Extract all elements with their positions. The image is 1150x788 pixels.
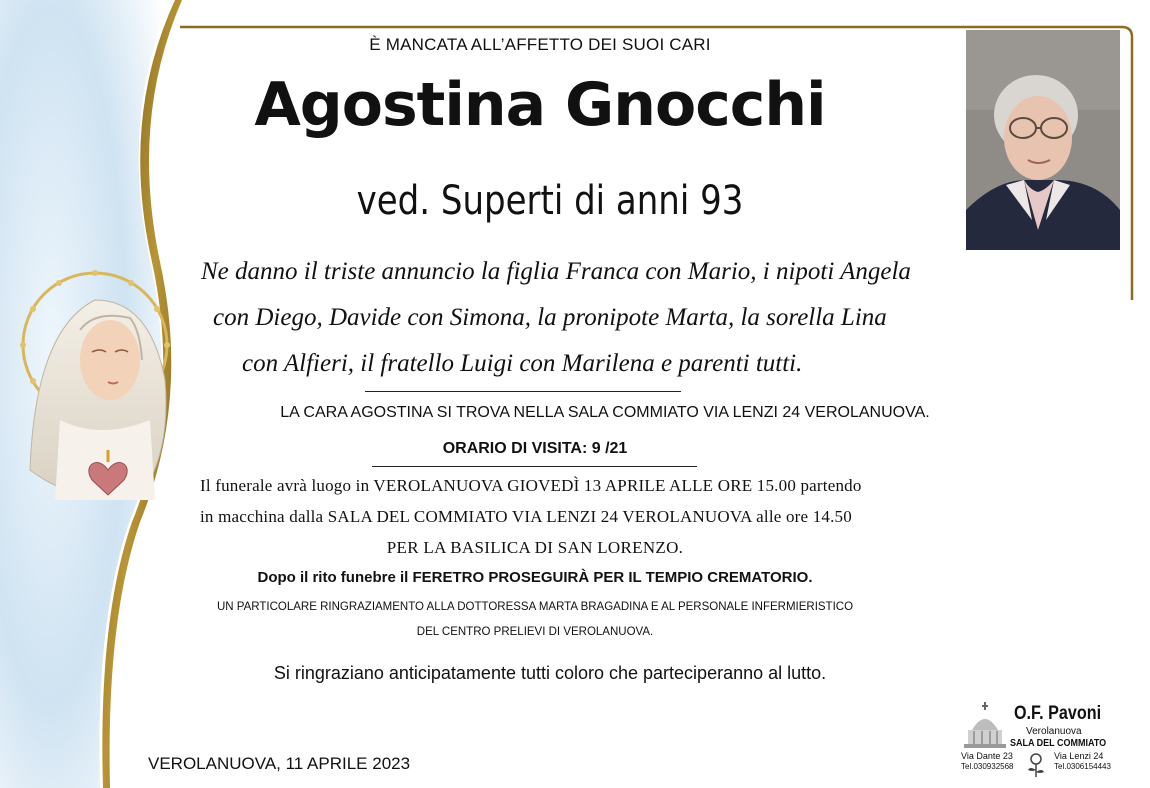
rose-icon [1024, 752, 1048, 778]
divider-rule [372, 466, 697, 467]
funeral-home-town: Verolanuova [1026, 726, 1082, 737]
portrait-photo [966, 30, 1120, 250]
special-thanks-line-2: DEL CENTRO PRELIEVI DI VEROLANUOVA. [416, 626, 654, 638]
funeral-home-phone-right: Tel.0306154443 [1054, 762, 1111, 771]
deceased-name: Agostina Gnocchi [254, 70, 826, 140]
funeral-home-address-right: Via Lenzi 24 [1054, 751, 1104, 761]
funeral-home-name: O.F. Pavoni [1014, 703, 1102, 724]
funeral-home-hall: SALA DEL COMMIATO [1010, 738, 1107, 749]
announcement-line-1: Ne danno il triste annuncio la figlia Franca con Mario, i nipoti Angela [201, 258, 911, 285]
cremation-text: Dopo il rito funebre il FERETRO PROSEGUIRÀ PER IL TEMPIO CREMATORIO. [257, 569, 813, 586]
funeral-line-1: Il funerale avrà luogo in VEROLANUOVA GIOVEDÌ 13 APRILE ALLE ORE 15.00 partendo [200, 476, 862, 495]
divider-rule [365, 391, 681, 392]
visiting-hours: ORARIO DI VISITA: 9 /21 [442, 440, 628, 457]
funeral-home-address-left: Via Dante 23 [961, 751, 1013, 761]
location-text: LA CARA AGOSTINA SI TROVA NELLA SALA COMMIATO VIA LENZI 24 VEROLANUOVA. [280, 404, 930, 421]
funeral-line-3: PER LA BASILICA DI SAN LORENZO. [386, 538, 684, 557]
date-line: VEROLANUOVA, 11 APRILE 2023 [148, 754, 411, 773]
subtitle-age: ved. Superti di anni 93 [356, 178, 744, 224]
funeral-home-phone-left: Tel.030932568 [961, 762, 1014, 771]
intro-text: È MANCATA ALL’AFFETTO DEI SUOI CARI [369, 35, 711, 54]
basilica-icon [962, 700, 1008, 752]
madonna-artwork [0, 0, 220, 788]
funeral-line-2: in macchina dalla SALA DEL COMMIATO VIA LENZI 24 VEROLANUOVA alle ore 14.50 [200, 507, 852, 526]
funeral-home-logo [958, 700, 1128, 780]
announcement-line-3: con Alfieri, il fratello Luigi con Marilena e parenti tutti. [242, 350, 803, 377]
special-thanks-line-1: UN PARTICOLARE RINGRAZIAMENTO ALLA DOTTORESSA MARTA BRAGADINA E AL PERSONALE INFERMIERISTICO [216, 601, 854, 613]
announcement-line-2: con Diego, Davide con Simona, la pronipote Marta, la sorella Lina [213, 304, 887, 331]
general-thanks: Si ringraziano anticipatamente tutti coloro che parteciperanno al lutto. [273, 663, 827, 683]
